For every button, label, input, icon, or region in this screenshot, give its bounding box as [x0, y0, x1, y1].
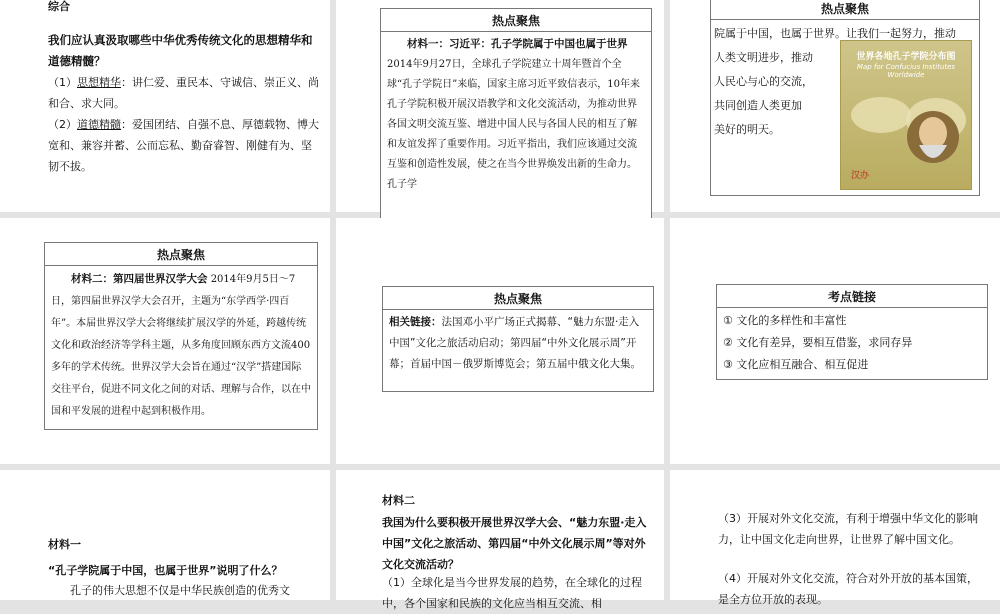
material-heading: 材料一 [48, 538, 81, 551]
question-text: “孔子学院属于中国，也属于世界”说明了什么？ [48, 564, 283, 577]
exam-point-item: ① 文化的多样性和丰富性 [723, 314, 847, 327]
related-links-text: 相关链接：法国邓小平广场正式揭幕、“魅力东盟·走入中国”文化之旅活动启动；第四届“中外文化展示周”开幕；首届中国－俄罗斯博览会；第五届中俄文化大集。 [389, 316, 641, 370]
exam-point-item: ③ 文化应相互融合、相互促进 [723, 358, 869, 371]
slide-8 [336, 470, 664, 610]
slide-5 [336, 218, 664, 464]
continued-line: 人类文明进步，推动 [714, 51, 813, 64]
slide-9 [670, 470, 1000, 606]
hotspot-box [382, 286, 654, 392]
box-title: 热点聚焦 [45, 243, 317, 266]
box-title: 热点聚焦 [383, 287, 653, 310]
slide-4 [0, 218, 330, 464]
box-title: 热点聚焦 [381, 9, 651, 32]
slide-2 [336, 0, 664, 212]
material-text: 材料一：习近平：孔子学院属于中国也属于世界 2014年9月27日，全球孔子学院建立十周年暨首个全球“孔子学院日”来临，国家主席习近平致信表示，10年来孔子学院积极开展汉语教学和文化交流活动，为推动世界各国文明交流互鉴、增进中国人民与各国人民的相互了解和友谊发挥了重要作用。习近平指出，我们应该通过交流互鉴和创造性发展，使之在当今世界焕发出新的生命力。孔子学 [387, 38, 640, 190]
material-text: 材料二：第四届世界汉学大会 2014年9月5日～7日，第四届世界汉学大会召开，主题为“东学西学·四百年”。本届世界汉学大会将继续扩展汉学的外延，跨越传统文化和政治经济等学科主题，从多角度回顾东西方文流400多年的学术传统。世界汉学大会旨在通过“汉学”搭建国际交往平台，促进不同文化之间的对话、理解与合作，以在中国和平发展的进程中起到积极作用。 [51, 273, 311, 417]
answer-item-2: （2）道德精髓：爱国团结、自强不息、厚德载物、博大宽和、兼容并蓄、公而忘私、勤奋睿智、刚健有为、坚韧不拔。 [48, 118, 319, 173]
answer-text: 孔子的伟大思想不仅是中华民族创造的优秀文 [70, 584, 290, 597]
hotspot-box [44, 242, 318, 430]
slide-6 [670, 218, 1000, 464]
world-map-illustration [841, 75, 971, 175]
slide-1 [0, 0, 330, 212]
slide-7 [0, 470, 330, 600]
hanban-logo: 汉办 [851, 171, 870, 181]
answer-text: （1）全球化是当今世界发展的趋势，在全球化的过程中，各个国家和民族的文化应当相互交流、相 [382, 576, 642, 610]
hotspot-box [380, 8, 652, 228]
continued-line: 共同创造人类更加 [714, 99, 802, 112]
material-heading: 材料二 [382, 494, 415, 507]
continued-line: 美好的明天。 [714, 123, 780, 136]
box-title: 考点链接 [717, 285, 987, 308]
confucius-map-image: 世界各地孔子学院分布图 Map for Confucius Institutes Worldwide 汉办 [840, 40, 972, 190]
answer-item-1: （1）思想精华：讲仁爱、重民本、守诚信、崇正义、尚和合、求大同。 [48, 76, 319, 110]
slide-3 [670, 0, 1000, 212]
exam-point-box [716, 284, 988, 380]
slide-heading: 综合 [48, 0, 70, 13]
box-title: 热点聚焦 [711, 0, 979, 20]
exam-point-list [717, 308, 987, 378]
exam-point-item: ② 文化有差异，要相互借鉴，求同存异 [723, 336, 913, 349]
question-text: 我国为什么要积极开展世界汉学大会、“魅力东盟·走入中国”文化之旅活动、第四届“中外文化展示周”等对外文化交流活动？ [382, 516, 647, 571]
continued-line: 院属于中国，也属于世界。让我们一起努力，推动 [714, 27, 956, 40]
question-text: 我们应认真汲取哪些中华优秀传统文化的思想精华和道德精髓？ [48, 33, 313, 68]
answer-item-4: （4）开展对外文化交流，符合对外开放的基本国策，是全方位开放的表现。 [718, 572, 978, 606]
continued-line: 人民心与心的交流， [714, 75, 813, 88]
answer-item-3: （3）开展对外文化交流，有利于增强中华文化的影响力，让中国文化走向世界，让世界了解中国文化。 [718, 512, 978, 546]
